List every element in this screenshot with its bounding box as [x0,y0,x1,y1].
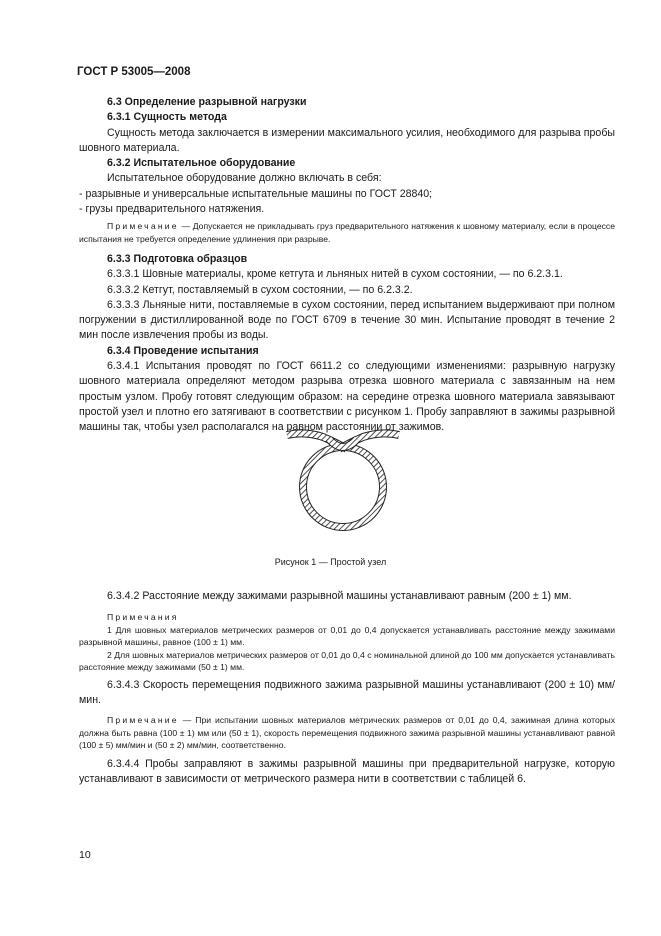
simple-knot-figure [285,425,401,535]
note-3 [79,714,615,752]
section-6-3-4-1: 6.3.4.1 Испытания проводят по ГОСТ 6611.2 со следующими изменениями: разрывную нагрузку шовного материала определяют методом разрыва отрезка шовного материала с завязанным на нем простым узлом. Пробу готовят следующим образом: на середине отрезка шовного материала завязывают простой узел и плотно его затягивают в соответствии с рисунком 1. Пробу заправляют в зажимы разрывной машины так, чтобы узел располагался на равном расстоянии от зажимов. [79,360,615,434]
section-6-3-1-title: 6.3.1 Сущность метода [107,111,227,124]
equipment-list-item: - грузы предварительного натяжения. [79,203,265,216]
note-label: Примечание [107,715,179,725]
note-text: — При испытании шовных материалов метрических размеров от 0,01 до 0,4, зажимная длина которых должна быть равна (100 ± 1) мм или (50 ± 1), скорость перемещения подвижного зажима разрывной машины устанавливают равной (100 ± 5) мм/мин и (50 ± 2) мм/мин, соответственно. [79,715,615,750]
note-item: 1 Для шовных материалов метрических размеров от 0,01 до 0,4 допускается устанавливать расстояние между зажимами разрывной машины, равное (100 ± 1) мм. [79,624,615,647]
section-6-3-2-intro: Испытательное оборудование должно включать в себя: [107,172,382,185]
page-number: 10 [79,849,91,861]
note-text: — Допускается не прикладывать груз предварительного натяжения к шовному материалу, если в процессе испытания не требуется определение удлинения при разрыве. [79,221,615,244]
note-label: Примечание [107,221,179,231]
knot-loop-strand [303,447,383,527]
section-6-3-4-2: 6.3.4.2 Расстояние между зажимами разрывной машины устанавливают равным (200 ± 1) мм. [107,590,572,602]
section-6-3-1-text: Сущность метода заключается в измерении максимального усилия, необходимого для разрыва пробы шовного материала. [79,126,615,154]
note-item: 2 Для шовных материалов метрических размеров от 0,01 до 0,4 с номинальной длиной до 100 мм допускается устанавливать расстояние между зажимами (50 ± 1) мм. [79,649,615,672]
section-6-3-4-3: 6.3.4.3 Скорость перемещения подвижного зажима разрывной машины устанавливают (200 ± 10) мм/мин. [79,679,615,707]
notes-label: Примечания [107,612,179,622]
section-6-3-3-2: 6.3.3.2 Кетгут, поставляемый в сухом состоянии, — по 6.2.3.2. [107,283,413,296]
section-6-3-2-title: 6.3.2 Испытательное оборудование [107,157,296,170]
section-6-3-title: 6.3 Определение разрывной нагрузки [107,96,307,108]
equipment-list-item: - разрывные и универсальные испытательные машины по ГОСТ 28840; [79,187,433,200]
standard-header: ГОСТ Р 53005—2008 [77,66,191,78]
section-6-3-3-title: 6.3.3 Подготовка образцов [107,253,248,265]
notes-2 [79,611,615,674]
section-6-3-3-3: 6.3.3.3 Льняные нити, поставляемые в сухом состоянии, перед испытанием выдерживают при полном погружении в дистиллированной воде по ГОСТ 6709 в течение 30 мин. Испытание проводят в течение 2 мин после извлечения пробы из воды. [79,298,615,342]
note-1 [79,220,615,245]
section-6-3-3-1: 6.3.3.1 Шовные материалы, кроме кетгута и льняных нитей в сухом состоянии, — по 6.2.3.1. [107,268,563,281]
section-6-3-4-4: 6.3.4.4 Пробы заправляют в зажимы разрывной машины при предварительной нагрузке, которую устанавливают в зависимости от метрического размера нити в соответствии с таблицей 6. [79,758,615,786]
section-6-3-4-title: 6.3.4 Проведение испытания [107,344,259,357]
figure-caption: Рисунок 1 — Простой узел [274,557,387,567]
